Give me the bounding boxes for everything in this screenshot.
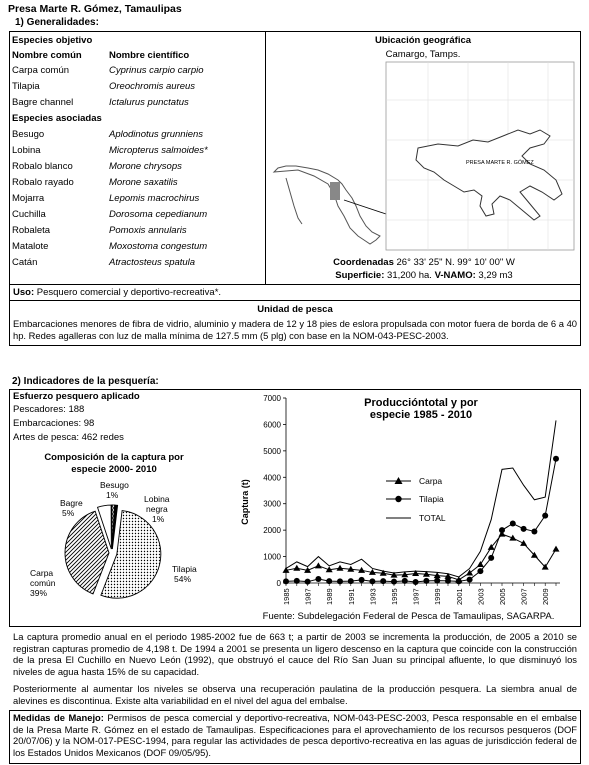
carpa-point	[520, 540, 527, 546]
common-name: Besugo	[12, 129, 45, 140]
objective-species-title: Especies objetivo	[12, 35, 93, 46]
x-tick-label: 1987	[303, 588, 313, 605]
tamaulipas-highlight	[330, 182, 340, 200]
x-tick-label: 1995	[390, 588, 399, 605]
line-title-1: Produccióntotal y por	[364, 397, 478, 409]
scientific-name: Morone chrysops	[109, 161, 182, 172]
tilapia-point	[499, 527, 505, 533]
x-tick-label: 1993	[368, 588, 378, 605]
use-line	[13, 287, 221, 298]
legend-label-total: TOTAL	[419, 513, 446, 523]
y-tick-label: 0	[276, 579, 281, 588]
scientific-name: Morone saxatilis	[109, 177, 178, 188]
tilapia-point	[337, 578, 343, 584]
common-name: Mojarra	[12, 193, 45, 204]
pie-label-tilapia: Tilapia	[172, 564, 197, 574]
pie-chart	[14, 448, 224, 618]
carpa-point	[477, 561, 484, 567]
legend-label-carpa: Carpa	[419, 476, 443, 486]
tilapia-point	[423, 578, 429, 584]
pie-label-lobina-pct: 1%	[152, 514, 165, 524]
x-tick-label: 2001	[454, 588, 464, 605]
effort-title: Esfuerzo pesquero aplicado	[13, 391, 140, 402]
chart-source: Fuente: Subdelegación Federal de Pesca de Tamaulipas, SAGARPA.	[262, 611, 555, 622]
effort-fishers: Pescadores: 188	[13, 404, 85, 415]
tilapia-point	[477, 568, 483, 574]
fishing-unit-title: Unidad de pesca	[257, 304, 333, 315]
coordinates-value: 26° 33' 25" N. 99° 10' 00" W	[396, 257, 515, 268]
common-name: Bagre channel	[12, 97, 74, 108]
management-text	[13, 712, 577, 758]
surface-value: 31,200 ha.	[387, 270, 432, 281]
x-tick-label: 2005	[498, 588, 507, 605]
management-label: Medidas de Manejo:	[13, 712, 104, 723]
common-name: Catán	[12, 257, 38, 268]
x-tick-label: 2007	[519, 588, 529, 605]
pie-label-besugo-pct: 1%	[106, 490, 119, 500]
line-title-2: especie 1985 - 2010	[369, 409, 473, 421]
namo-label: V-NAMO:	[434, 270, 476, 281]
tilapia-point	[391, 579, 397, 585]
x-tick-label: 1985	[282, 588, 291, 605]
y-tick-label: 2000	[263, 526, 281, 536]
scientific-name: Moxostoma congestum	[109, 241, 208, 252]
tilapia-point	[467, 577, 473, 583]
scientific-name: Lepomis macrochirus	[109, 193, 200, 204]
y-tick-label: 4000	[263, 473, 281, 483]
pie-label-besugo: Besugo	[100, 480, 129, 490]
pie-label-lobina2: negra	[146, 504, 168, 514]
coordinates-line	[268, 257, 580, 268]
y-tick-label: 5000	[263, 446, 281, 456]
y-axis-label: Captura (t)	[240, 479, 250, 525]
pie-label-bagre: Bagre	[60, 498, 83, 508]
effort-gear: Artes de pesca: 462 redes	[13, 432, 124, 443]
tilapia-point	[305, 579, 311, 585]
location-place: Camargo, Tamps.	[385, 49, 461, 60]
mexico-map-icon	[274, 166, 380, 244]
scientific-name: Micropterus salmoides*	[109, 145, 208, 156]
pie-label-carpa2: común	[30, 578, 56, 588]
scientific-name: Ictalurus punctatus	[109, 97, 189, 108]
tilapia-point	[413, 579, 419, 585]
tilapia-point	[326, 578, 332, 584]
y-tick-label: 3000	[263, 499, 281, 509]
x-tick-label: 1989	[325, 588, 335, 605]
management-body: Permisos de pesca comercial y deportivo-recreativa, NOM-043-PESC-2003, Pesca responsable en el embalse de la Presa Marte R. Gómez en el estado de Tamaulipas. Especificaciones para el aprovechamiento de los recursos pesqueros (DOF 20/07/06) y la NOM-017-PESC-1994, para regular las actividades de pesca deportivo-recreativa en las aguas de jurisdicción federal de los Estados Unidos Mexicanos (DOF 09/05/95).	[13, 712, 577, 758]
common-name: Robalo blanco	[12, 161, 73, 172]
common-name: Cuchilla	[12, 209, 46, 220]
map-label: PRESA MARTE R. GÓMEZ	[466, 160, 534, 166]
tilapia-point	[456, 578, 462, 584]
line-chart	[236, 392, 576, 610]
page-title: Presa Marte R. Gómez, Tamaulipas	[8, 3, 182, 15]
scientific-name: Aplodinotus grunniens	[109, 129, 204, 140]
pie-label-tilapia-pct: 54%	[174, 574, 192, 584]
common-name: Robalo rayado	[12, 177, 74, 188]
carpa-point	[315, 562, 322, 568]
x-tick-label: 2003	[476, 588, 486, 605]
tilapia-point	[369, 578, 375, 584]
tilapia-point	[488, 555, 494, 561]
tilapia-point	[294, 578, 300, 584]
carpa-point	[337, 565, 344, 571]
pie-label-carpa-pct: 39%	[30, 588, 48, 598]
section-1-heading: 1) Generalidades:	[15, 17, 99, 28]
pie-label-carpa: Carpa	[30, 568, 54, 578]
x-tick-label: 1997	[411, 588, 421, 605]
tilapia-point	[380, 578, 386, 584]
pie-title-line2: especie 2000- 2010	[71, 464, 157, 475]
tilapia-point	[434, 578, 440, 584]
scientific-name: Atractosteus spatula	[109, 257, 196, 268]
location-title: Ubicación geográfica	[374, 35, 472, 46]
tilapia-point	[445, 578, 451, 584]
analysis-paragraph-1: La captura promedio anual en el periodo 1985-2002 fue de 663 t; a partir de 2003 se incrementa la producción, de 2005 a 2010 se registran capturas promedio de 4,198 t. De 1994 a 2001 se presenta un ligero descenso en la captura que coincide con la construcción de la presa El Cuchillo en Nuevo León (1992), que obstruyó el cauce del Río San Juan su principal afluente, lo que disminuyó los niveles de agua hasta 15% de su capacidad.	[13, 631, 577, 677]
x-tick-label: 1991	[346, 588, 356, 605]
tilapia-point	[531, 528, 537, 534]
pie-label-bagre-pct: 5%	[62, 508, 75, 518]
common-name: Robaleta	[12, 225, 51, 236]
namo-value: 3,29 m3	[478, 270, 513, 281]
series-line-carpa	[286, 534, 556, 580]
legend-marker-tilapia	[395, 496, 401, 502]
tilapia-point	[348, 578, 354, 584]
tilapia-point	[542, 513, 548, 519]
x-tick-label: 2009	[541, 588, 551, 605]
carpa-point	[293, 565, 300, 571]
coordinates-label: Coordenadas	[333, 257, 394, 268]
tilapia-point	[510, 521, 516, 527]
species-panel	[9, 33, 265, 283]
effort-boats: Embarcaciones: 98	[13, 418, 95, 429]
pie-title-line1: Composición de la captura por	[44, 452, 184, 463]
location-map	[268, 60, 580, 258]
common-name: Tilapia	[12, 81, 40, 92]
y-tick-label: 1000	[263, 552, 281, 562]
carpa-point	[553, 546, 560, 552]
scientific-name: Dorosoma cepedianum	[109, 209, 208, 220]
scientific-name: Oreochromis aureus	[109, 81, 196, 92]
tilapia-point	[283, 578, 289, 584]
tilapia-point	[521, 526, 527, 532]
scientific-name: Pomoxis annularis	[109, 225, 187, 236]
surface-label: Superficie:	[335, 270, 385, 281]
use-label: Uso:	[13, 287, 35, 298]
fishing-unit-text: Embarcaciones menores de fibra de vidrio, aluminio y madera de 12 y 18 pies de eslora propulsada con motor fuera de borda de 6 a 40 hp. Redes agalleras con luz de malla mínima de 127.5 mm (5 plg) con base en la NOM-043-PESC-2003.	[13, 318, 577, 341]
tilapia-point	[359, 577, 365, 583]
pie-label-lobina: Lobina	[144, 494, 170, 504]
common-name-header: Nombre común	[12, 50, 82, 61]
tilapia-point	[315, 576, 321, 582]
associated-species-title: Especies asociadas	[12, 113, 102, 124]
legend	[386, 476, 446, 523]
common-name: Matalote	[12, 241, 49, 252]
scientific-name: Cyprinus carpio carpio	[109, 65, 204, 76]
y-tick-label: 6000	[263, 420, 281, 430]
common-name: Carpa común	[12, 65, 70, 76]
pie-slice-carpa-común	[65, 511, 109, 594]
tilapia-point	[402, 578, 408, 584]
y-tick-label: 7000	[263, 394, 281, 403]
x-tick-label: 1999	[433, 588, 443, 605]
scientific-name-header: Nombre científico	[109, 50, 190, 61]
use-text: Pesquero comercial y deportivo-recreativa*.	[36, 287, 222, 298]
section-2-heading: 2) Indicadores de la pesquería:	[12, 376, 159, 387]
analysis-paragraph-2: Posteriormente al aumentar los niveles se observa una recuperación paulatina de la producción pesquera. La siembra anual de alevines es discontinua. Existe alta variabilidad en el nivel del agua del embalse.	[13, 683, 577, 706]
common-name: Lobina	[12, 145, 41, 156]
legend-label-tilapia: Tilapia	[419, 494, 444, 504]
surface-line	[268, 270, 580, 281]
tilapia-point	[553, 456, 559, 462]
